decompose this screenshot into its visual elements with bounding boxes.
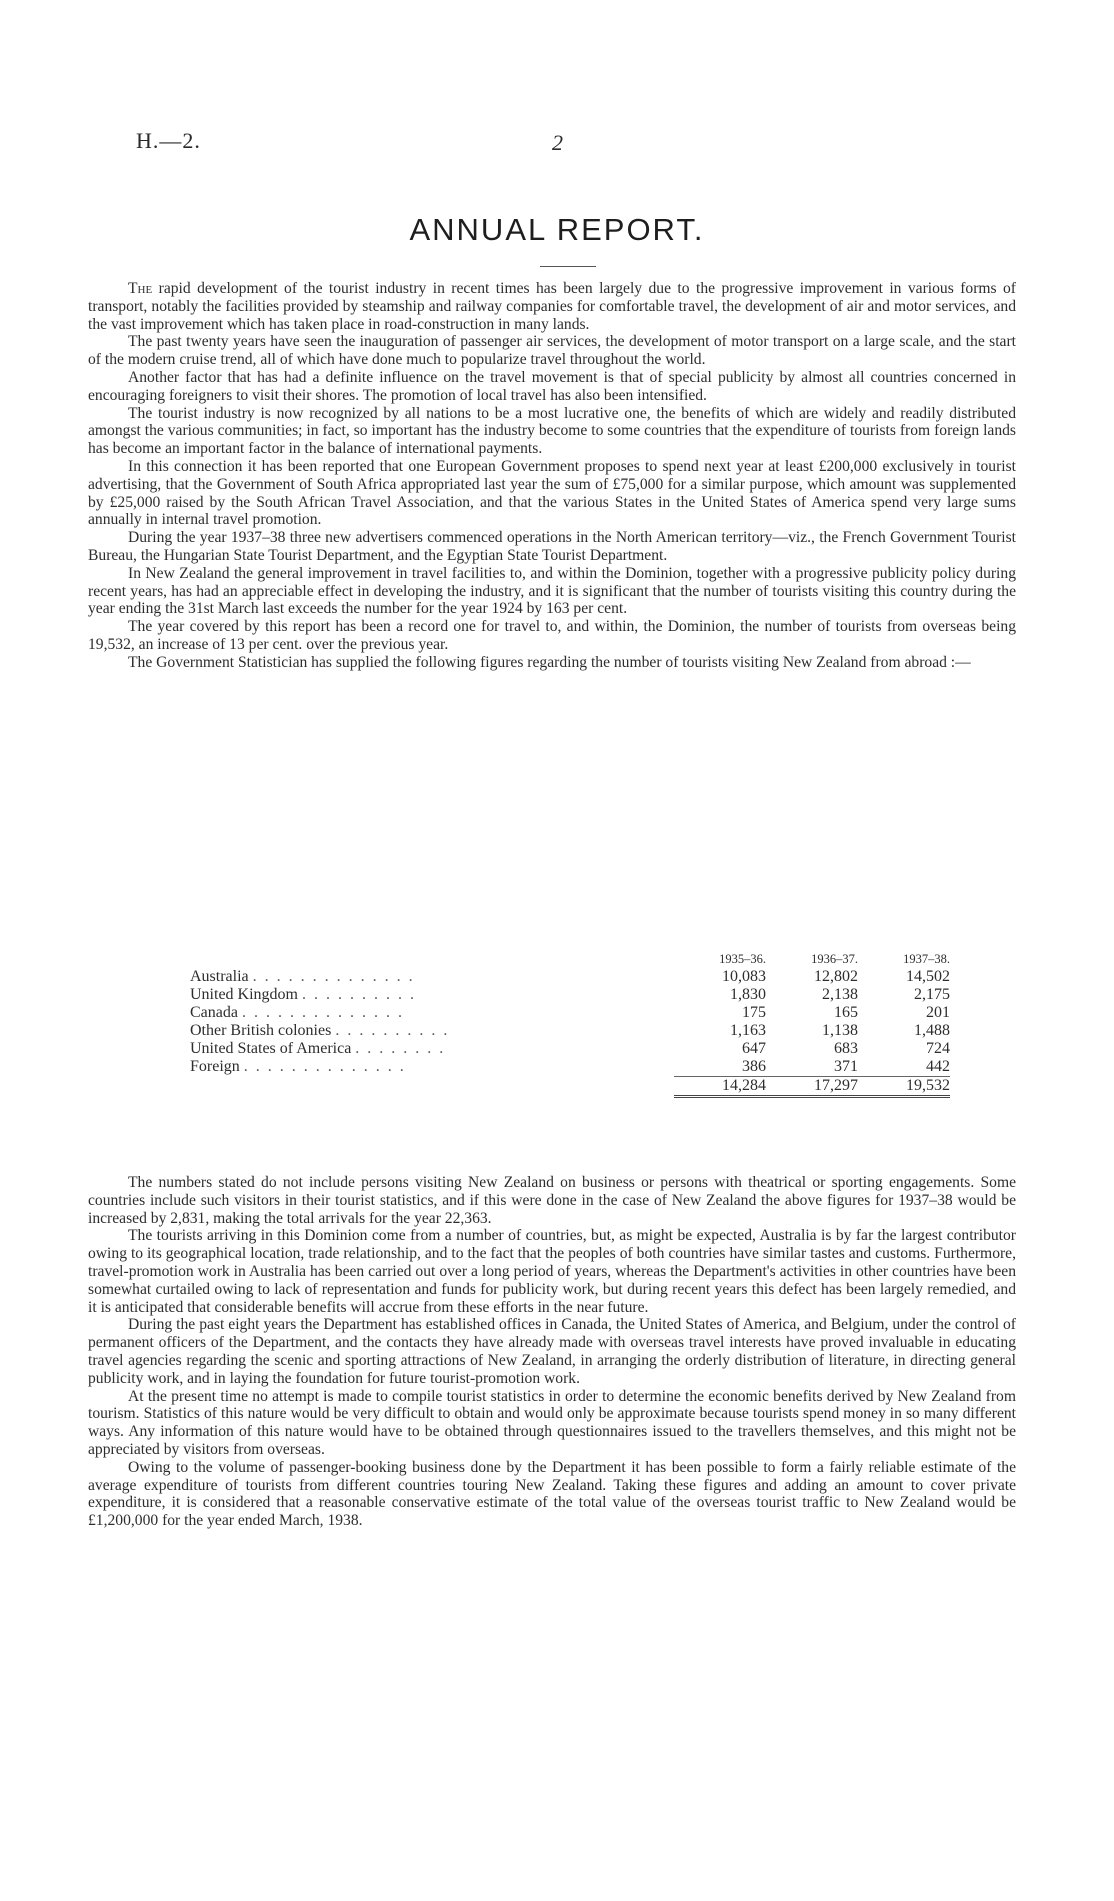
total-cell: 19,532	[858, 1077, 950, 1097]
table-header-row	[190, 950, 950, 968]
table-cell: 683	[834, 1040, 858, 1057]
table-cell: 12,802	[814, 968, 858, 985]
paragraph-lead: The	[128, 280, 153, 297]
paragraph: The numbers stated do not include persons visiting New Zealand on business or persons with theatrical or sporting engagements. Some countries include such visitors in their tourist statistics, and if this were done in the case of New Zealand the above figures for 1937–38 would be increased by 2,831, making the total arrivals for the year 22,363.	[88, 1174, 1016, 1227]
report-reference: H.—2.	[136, 128, 201, 153]
body-text-after-table	[88, 1174, 1016, 1530]
row-label: United Kingdom	[190, 986, 298, 1003]
table-cell: 2,138	[822, 986, 858, 1003]
table-cell: 10,083	[722, 968, 766, 985]
row-label: Australia	[190, 968, 249, 985]
paragraph: The year covered by this report has been a record one for travel to, and within, the Dominion, the number of tourists from overseas being 19,532, an increase of 13 per cent. over the previous year.	[88, 618, 1016, 653]
table-row	[190, 1004, 950, 1022]
column-header: 1937–38.	[903, 952, 950, 966]
table-row	[190, 968, 950, 986]
body-text-before-table	[88, 280, 1016, 672]
table-row	[190, 1058, 950, 1077]
leader-dots: . . . . . . . . . .	[302, 986, 416, 1003]
paragraph: At the present time no attempt is made to compile tourist statistics in order to determine the economic benefits derived by New Zealand from tourism. Statistics of this nature would be very difficult to obtain and would only be approximate because tourists spend money in so many different ways. Any information of this nature would have to be obtained through questionnaires issued to the travellers themselves, and this might not be appreciated by visitors from overseas.	[88, 1387, 1016, 1458]
page-number: 2	[552, 130, 563, 155]
leader-dots: . . . . . . . . . . . . . .	[252, 968, 415, 985]
row-label: Canada	[190, 1004, 238, 1021]
paragraph: The past twenty years have seen the inauguration of passenger air services, the development of motor transport on a large scale, and the start of the modern cruise trend, all of which have done much to popularize travel throughout the world.	[88, 333, 1016, 369]
paragraph: The Government Statistician has supplied the following figures regarding the number of tourists visiting New Zealand from abroad :—	[128, 653, 971, 671]
table-cell: 724	[926, 1040, 950, 1057]
page-header	[136, 128, 1016, 158]
title-rule	[540, 266, 596, 267]
table-cell: 1,830	[730, 986, 766, 1003]
paragraph: The tourist industry is now recognized by all nations to be a most lucrative one, the benefits of which are widely and readily distributed amongst the various communities; in fact, so important has the industry become to some countries that the expenditure of tourists from foreign lands has become an important factor in the balance of international payments.	[88, 404, 1016, 458]
leader-dots: . . . . . . . . . .	[335, 1022, 450, 1039]
table-cell: 442	[926, 1058, 950, 1075]
leader-dots: . . . . . . . . . . . . . .	[243, 1058, 406, 1076]
paragraph	[88, 280, 1016, 333]
leader-dots: . . . . . . . .	[355, 1040, 446, 1057]
column-header: 1936–37.	[811, 952, 858, 966]
table-cell: 1,488	[914, 1022, 950, 1039]
row-label: Other British colonies	[190, 1022, 332, 1039]
paragraph: In this connection it has been reported that one European Government proposes to spend next year at least £200,000 exclusively in tourist advertising, that the Government of South Africa appropriated last year the sum of £75,000 for a similar purpose, which amount was supplemented by £25,000 raised by the South African Travel Association, and that the various States in the United States of America spend very large sums annually in internal travel promotion.	[88, 457, 1016, 529]
paragraph-text: rapid development of the tourist industry in recent times has been largely due to the progressive improvement in various forms of transport, notably the facilities provided by steamship and railway companies for comfortable travel, the development of air and motor services, and the vast improvement which has taken place in road-construction in many lands.	[88, 280, 1016, 333]
row-label: Foreign	[190, 1058, 240, 1076]
table-row	[190, 1022, 950, 1040]
table-cell: 1,163	[730, 1022, 766, 1039]
paragraph: Another factor that has had a definite influence on the travel movement is that of special publicity by almost all countries concerned in encouraging foreigners to visit their shores. The promotion of local travel has also been intensified.	[88, 368, 1016, 404]
paragraph: The tourists arriving in this Dominion come from a number of countries, but, as might be expected, Australia is by far the largest contributor owing to its geographical location, trade relationship, and to the fact that the peoples of both countries have similar tastes and customs. Furthermore, travel-promotion work in Australia has been carried out over a long period of years, whereas the Department's activities in other countries have been somewhat curtailed owing to lack of representation and funds for publicity work, but during recent years this defect has been largely remedied, and it is anticipated that considerable benefits will accrue from these efforts in the near future.	[88, 1227, 1016, 1316]
page-title: ANNUAL REPORT.	[409, 212, 705, 247]
table-row	[190, 1040, 950, 1058]
table-cell: 2,175	[914, 986, 950, 1003]
paragraph: During the past eight years the Department has established offices in Canada, the United States of America, and Belgium, under the control of permanent officers of the Department, and the contacts they have already made with overseas travel interests have proved invaluable in educating travel agencies regarding the scenic and sporting attractions of New Zealand, in arranging the orderly distribution of literature, in directing general publicity work, and in laying the foundation for future tourist-promotion work.	[88, 1316, 1016, 1387]
table-cell: 647	[742, 1040, 766, 1057]
table-cell: 1,138	[822, 1022, 858, 1039]
table-cell: 371	[834, 1058, 858, 1075]
total-cell: 14,284	[674, 1077, 766, 1097]
table-cell: 175	[742, 1004, 766, 1021]
leader-dots: . . . . . . . . . . . . . .	[241, 1004, 404, 1021]
paragraph: In New Zealand the general improvement in travel facilities to, and within the Dominion, together with a progressive publicity policy during recent years, has had an appreciable effect in developing the industry, and it is significant that the number of tourists visiting this country during the year ending the 31st March last exceeds the number for the year 1924 by 163 per cent.	[88, 564, 1016, 618]
table-cell: 201	[926, 1004, 950, 1021]
total-cell: 17,297	[766, 1077, 858, 1097]
row-label: United States of America	[190, 1040, 352, 1057]
table-double-rule	[190, 1097, 950, 1115]
table-cell: 14,502	[906, 968, 950, 985]
table-total-row	[190, 1077, 950, 1097]
paragraph: During the year 1937–38 three new advertisers commenced operations in the North American territory—viz., the French Government Tourist Bureau, the Hungarian State Tourist Department, and the Egyptian State Tourist Department.	[88, 529, 1016, 564]
tourist-statistics-table	[190, 950, 950, 1115]
column-header: 1935–36.	[719, 952, 766, 966]
table-cell: 386	[742, 1058, 766, 1075]
paragraph: Owing to the volume of passenger-booking business done by the Department it has been possible to form a fairly reliable estimate of the average expenditure of tourists from different countries touring New Zealand. Taking these figures and adding an amount to cover private expenditure, it is considered that a reasonable conservative estimate of the total value of the overseas tourist traffic to New Zealand would be £1,200,000 for the year ended March, 1938.	[88, 1458, 1016, 1530]
table-cell: 165	[834, 1004, 858, 1021]
table-row	[190, 986, 950, 1004]
